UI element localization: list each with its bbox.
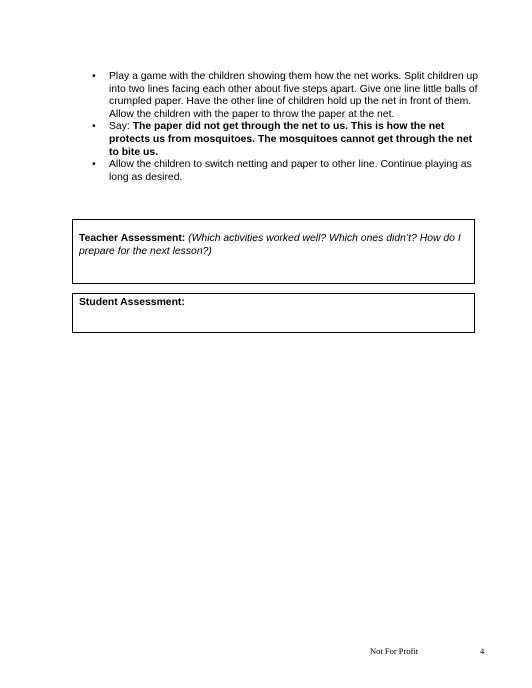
activity-bullet-list	[90, 71, 482, 184]
bullet-marker: •	[92, 159, 96, 171]
student-assessment-box	[72, 293, 475, 333]
bullet-prefix: Say:	[109, 121, 133, 133]
bullet-item-net-game	[90, 71, 482, 121]
bullet-text: Allow the children to switch netting and paper to other line. Continue playing as long as desired.	[109, 159, 472, 183]
bullet-marker: •	[92, 71, 96, 82]
bullet-bold-text: The paper did not get through the net to us. This is how the net protects us from mosquitoes. The mosquitoes cannot get through the net to bite us.	[109, 121, 473, 158]
bullet-text: Play a game with the children showing them how the net works. Split children up into two lines facing each other about five steps apart. Give one line little balls of crumpled paper. Have the other line of children hold up the net in front of them. Allow the children with the paper to throw the paper at the net.	[109, 71, 479, 120]
bullet-marker: •	[92, 121, 96, 133]
bullet-item-say	[90, 121, 482, 159]
footer-page-number: 4	[480, 646, 485, 656]
teacher-assessment-prompt: (Which activities worked well? Which ones didn’t? How do I prepare for the next lesson?)	[79, 233, 461, 257]
bullet-item-switch	[90, 159, 482, 184]
teacher-assessment-box	[72, 219, 475, 284]
teacher-assessment-label: Teacher Assessment:	[79, 233, 186, 244]
student-assessment-label: Student Assessment:	[79, 297, 185, 308]
footer-not-for-profit: Not For Profit	[370, 646, 419, 656]
